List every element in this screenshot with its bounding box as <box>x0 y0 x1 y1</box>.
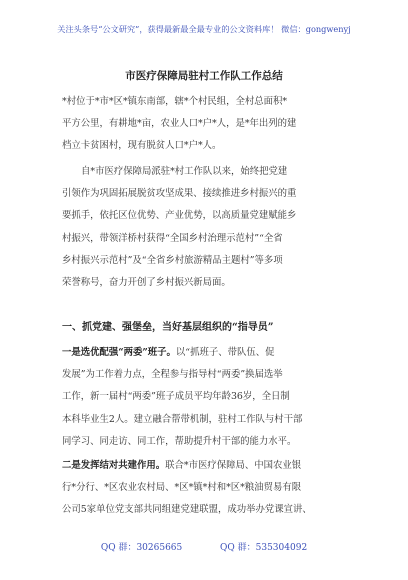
paragraph-point-one <box>62 342 354 453</box>
text-line: 公司5家单位党支部共同组建党建联盟，成功举办党课宣讲、 <box>62 504 312 516</box>
qq-group-2: QQ 群：535304092 <box>220 543 308 553</box>
point-one-lead: 一是选优配强“两委”班子。 <box>62 347 176 358</box>
document-title: 市医疗保障局驻村工作队工作总结 <box>125 70 283 82</box>
text-line: 荣誉称号，奋力开创了乡村振兴新局面。 <box>62 277 231 289</box>
text-line: 发展”为工作着力点，全程参与指导村“两委”换届选举 <box>62 369 283 381</box>
paragraph-village-intro <box>62 91 354 158</box>
text-line: 乡村振兴示范村”及“全省乡村旅游精品主题村”等多项 <box>62 254 283 266</box>
text-line: 行*分行、*区农业农村局、*区*镇*村和*区*粮油贸易有限 <box>62 482 302 494</box>
text-line: 引领作为巩固拓展脱贫攻坚成果、接续推进乡村振兴的重 <box>62 188 297 200</box>
text-line: 本科毕业生2人。建立融合帮带机制，驻村工作队与村干部 <box>62 413 303 425</box>
text-line: 平方公里，有耕地*亩，农业人口*户*人，是*年出列的建 <box>62 118 297 130</box>
top-notice-banner: 关注头条号“公文研究”，获得最新最全最专业的公文资料库！ 微信：gongwenyj <box>57 24 351 34</box>
text-line: 要抓手，依托区位优势、产业优势，以高质量党建赋能乡 <box>62 210 297 222</box>
paragraph-point-two <box>62 455 354 522</box>
text-line: 档立卡贫困村，现有脱贫人口*户*人。 <box>62 140 222 152</box>
text-line: 工作，新一届村“两委”班子成员平均年龄36岁，全日制 <box>62 391 290 403</box>
text-line: 同学习、同走访、同工作，帮助提升村干部的能力水平。 <box>62 435 297 447</box>
section-heading-1: 一、抓党建、强堡垒，当好基层组织的“指导员” <box>62 322 274 333</box>
text-line: 以“抓班子、带队伍、促 <box>175 347 275 358</box>
text-line: 联合*市医疗保障局、中国农业银 <box>165 460 302 471</box>
qq-group-1: QQ 群：30265665 <box>100 543 183 553</box>
text-line: *村位于*市*区*镇东南部，辖*个村民组，全村总面积* <box>62 96 288 107</box>
text-line: 自*市医疗保障局派驻*村工作队以来，始终把党建 <box>81 166 288 177</box>
point-two-lead: 二是发挥结对共建作用。 <box>62 460 166 471</box>
paragraph-work-overview <box>62 161 354 294</box>
footer-contact <box>0 540 408 553</box>
text-line: 村振兴，带领洋桥村获得“全国乡村治理示范村”“全省 <box>62 232 283 244</box>
